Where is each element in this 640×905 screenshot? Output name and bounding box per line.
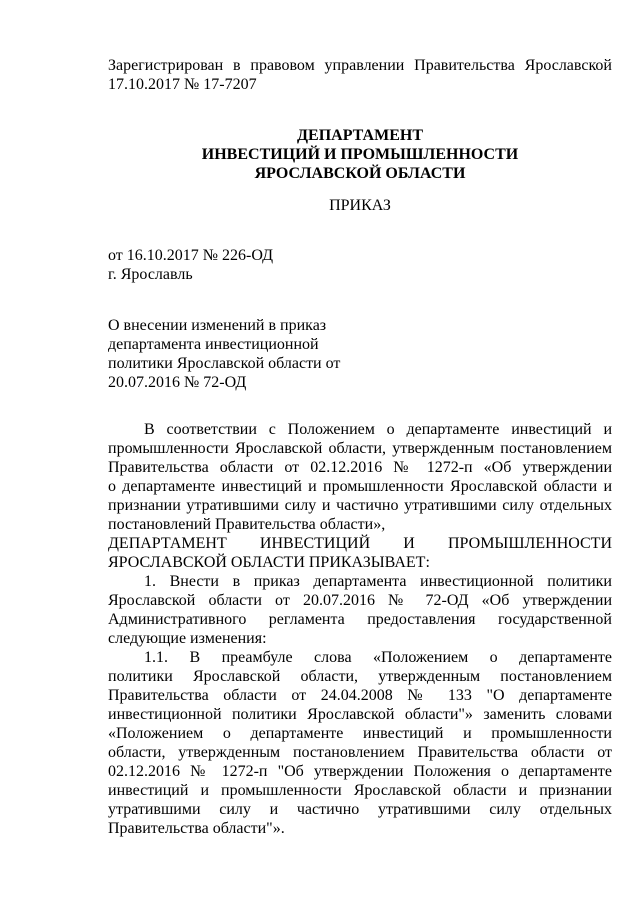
body-line: Правительства области"». [108, 820, 285, 837]
subject-line: департамента инвестиционной [108, 336, 319, 353]
document-type-title: ПРИКАЗ [329, 197, 391, 214]
date-place [108, 246, 612, 284]
document-subject [108, 316, 612, 392]
registration-number: 17.10.2017 № 17-7207 [108, 76, 257, 93]
header-line: ДЕПАРТАМЕНТ [297, 127, 423, 144]
city: г. Ярославль [108, 266, 193, 283]
registration-note [108, 56, 612, 94]
body-line: 1.1. В преамбуле слова «Положением о департаменте [144, 649, 612, 666]
body-line: промышленности Ярославской области, утвержденным постановлением [108, 440, 612, 457]
body-line: 02.12.2016 № 1272-п "Об утверждении Положения о департаменте [108, 763, 612, 780]
body-line: области, утвержденным постановлением Правительства области от [108, 744, 612, 761]
header-line: ЯРОСЛАВСКОЙ ОБЛАСТИ [254, 165, 466, 182]
body-line: политики Ярославской области, утвержденным постановлением [108, 668, 612, 685]
preamble-paragraph [108, 420, 612, 534]
item-1-1-paragraph [108, 648, 612, 838]
body-line: «Положением о департаменте инвестиций и промышленности [108, 725, 612, 742]
body-line: признании утратившими силу и частично утратившими силу отдельных [108, 497, 612, 514]
body-line: следующие изменения: [108, 630, 267, 647]
header-line: ИНВЕСТИЦИЙ И ПРОМЫШЛЕННОСТИ [201, 146, 519, 163]
subject-line: О внесении изменений в приказ [108, 317, 327, 334]
body-line: ДЕПАРТАМЕНТ ИНВЕСТИЦИЙ И ПРОМЫШЛЕННОСТИ [108, 535, 612, 552]
body-line: В соответствии с Положением о департаменте инвестиций и [144, 421, 612, 438]
date-number: от 16.10.2017 № 226-ОД [108, 247, 274, 264]
document-type [108, 196, 612, 215]
body-line: Правительства области от 24.04.2008 № 133 "О департаменте [108, 687, 612, 704]
body-line: ЯРОСЛАВСКОЙ ОБЛАСТИ ПРИКАЗЫВАЕТ: [108, 554, 430, 571]
document-body [108, 420, 612, 838]
body-line: инвестиций и промышленности Ярославской области и признании [108, 782, 612, 799]
subject-line: 20.07.2016 № 72-ОД [108, 374, 247, 391]
body-line: Административного регламента предоставления государственной [108, 611, 612, 628]
body-line: 1. Внести в приказ департамента инвестиционной политики [144, 573, 612, 590]
registration-line: Зарегистрирован в правовом управлении Правительства Ярославской [108, 57, 612, 74]
order-phrase [108, 534, 612, 572]
body-line: Правительства области от 02.12.2016 № 1272-п «Об утверждении [108, 459, 612, 476]
body-line: утратившими силу и частично утратившими силу отдельных [108, 801, 612, 818]
body-line: постановлений Правительства области», [108, 516, 386, 533]
body-line: инвестиционной политики Ярославской области"» заменить словами [108, 706, 612, 723]
department-header [108, 126, 612, 183]
body-line: Ярославской области от 20.07.2016 № 72-ОД «Об утверждении [108, 592, 612, 609]
item-1-paragraph [108, 572, 612, 648]
subject-line: политики Ярославской области от [108, 355, 341, 372]
body-line: о департаменте инвестиций и промышленности Ярославской области и [108, 478, 612, 495]
